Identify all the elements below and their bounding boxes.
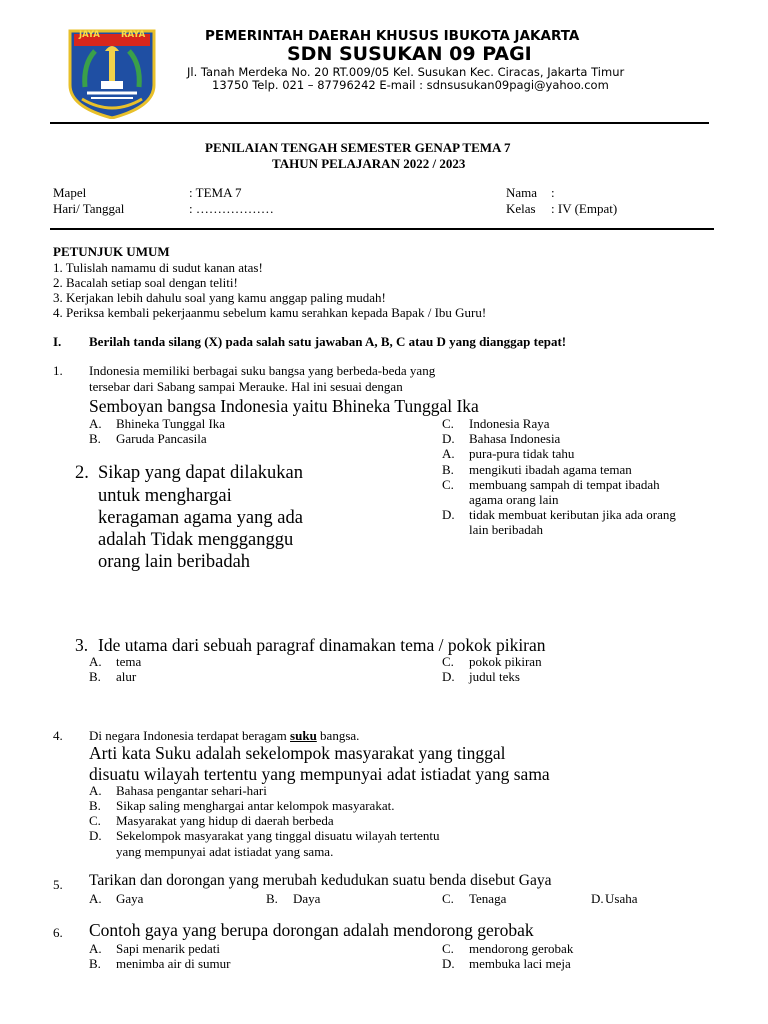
q1-text-line2: tersebar dari Sabang sampai Merauke. Hal ini sesuai dengan bbox=[89, 379, 403, 394]
q2-text-line3: keragaman agama yang ada bbox=[98, 508, 303, 528]
q6-option-label: D. bbox=[442, 956, 455, 971]
q4-option-label: B. bbox=[89, 798, 101, 813]
q3-number: 3. bbox=[75, 635, 89, 655]
q3-option-text[interactable]: alur bbox=[116, 669, 137, 684]
q4-option-text-cont[interactable]: yang mempunyai adat istiadat yang sama. bbox=[116, 844, 334, 859]
q1-option-text[interactable]: Bhineka Tunggal Ika bbox=[116, 416, 226, 431]
instruction-item: 3. Kerjakan lebih dahulu soal yang kamu anggap paling mudah! bbox=[53, 290, 386, 305]
q4-text-pre: Di negara Indonesia terdapat beragam bbox=[89, 728, 291, 743]
q3-option-label: C. bbox=[442, 654, 454, 669]
q6-option-label: B. bbox=[89, 956, 101, 971]
q5-option-text[interactable]: Gaya bbox=[116, 891, 144, 906]
q1-option-label: D. bbox=[442, 431, 455, 446]
header-rule bbox=[50, 122, 709, 124]
q3-option-label: A. bbox=[89, 654, 102, 669]
q5-option-text[interactable]: Usaha bbox=[605, 891, 638, 906]
q2-option-label: B. bbox=[442, 462, 454, 477]
q6-option-text[interactable]: Sapi menarik pedati bbox=[116, 941, 220, 956]
q4-option-label: A. bbox=[89, 783, 102, 798]
q3-text: Ide utama dari sebuah paragraf dinamakan tema / pokok pikiran bbox=[98, 635, 546, 655]
q6-option-text[interactable]: membuka laci meja bbox=[469, 956, 571, 971]
q3-option-text[interactable]: pokok pikiran bbox=[469, 654, 542, 669]
hari-value: : ……………… bbox=[189, 201, 274, 216]
q5-option-text[interactable]: Tenaga bbox=[469, 891, 507, 906]
q3-option-text[interactable]: judul teks bbox=[469, 669, 520, 684]
q5-option-label: C. bbox=[442, 891, 454, 906]
instruction-item: 1. Tulislah namamu di sudut kanan atas! bbox=[53, 260, 263, 275]
q5-option-text[interactable]: Daya bbox=[293, 891, 321, 906]
hari-label: Hari/ Tanggal bbox=[53, 201, 125, 216]
section-instruction: Berilah tanda silang (X) pada salah satu jawaban A, B, C atau D yang dianggap tepat! bbox=[89, 334, 567, 349]
q2-option-text[interactable]: pura-pura tidak tahu bbox=[469, 446, 575, 461]
school-name: SDN SUSUKAN 09 PAGI bbox=[287, 43, 532, 65]
q1-option-text[interactable]: Bahasa Indonesia bbox=[469, 431, 561, 446]
mapel-value: : TEMA 7 bbox=[189, 185, 242, 200]
q2-text-line2: untuk menghargai bbox=[98, 486, 232, 506]
info-rule bbox=[50, 228, 714, 230]
q1-answer: Semboyan bangsa Indonesia yaitu Bhineka Tunggal Ika bbox=[89, 396, 479, 416]
q4-option-text[interactable]: Masyarakat yang hidup di daerah berbeda bbox=[116, 813, 334, 828]
q3-option-label: B. bbox=[89, 669, 101, 684]
q2-number: 2. bbox=[75, 463, 89, 483]
q4-option-text[interactable]: Sekelompok masyarakat yang tinggal disuatu wilayah tertentu bbox=[116, 828, 440, 843]
q3-option-label: D. bbox=[442, 669, 455, 684]
kelas-value: : IV (Empat) bbox=[551, 201, 618, 216]
q2-text-line5: orang lain beribadah bbox=[98, 552, 251, 572]
q6-option-label: A. bbox=[89, 941, 102, 956]
nama-value: : bbox=[551, 185, 555, 200]
q4-option-label: C. bbox=[89, 813, 101, 828]
q1-option-label: A. bbox=[89, 416, 102, 431]
q1-option-text[interactable]: Garuda Pancasila bbox=[116, 431, 207, 446]
q2-text-line4: adalah Tidak mengganggu bbox=[98, 530, 294, 550]
q6-text: Contoh gaya yang berupa dorongan adalah mendorong gerobak bbox=[89, 920, 534, 940]
q2-option-text[interactable]: tidak membuat keributan jika ada orang bbox=[469, 507, 676, 522]
school-address-line2: 13750 Telp. 021 – 87796242 E-mail : sdnsusukan09pagi@yahoo.com bbox=[212, 78, 609, 92]
q4-option-text[interactable]: Bahasa pengantar sehari-hari bbox=[116, 783, 267, 798]
exam-year: TAHUN PELAJARAN 2022 / 2023 bbox=[272, 156, 466, 171]
q4-text-bold: suku bbox=[290, 728, 317, 743]
q1-text-line1: Indonesia memiliki berbagai suku bangsa yang berbeda-beda yang bbox=[89, 363, 436, 378]
q2-option-label: D. bbox=[442, 507, 455, 522]
instructions-heading: PETUNJUK UMUM bbox=[53, 244, 170, 259]
q2-option-text[interactable]: membuang sampah di tempat ibadah bbox=[469, 477, 660, 492]
q5-option-label: A. bbox=[89, 891, 102, 906]
q4-text-post: bangsa. bbox=[316, 728, 360, 743]
q4-answer-line1: Arti kata Suku adalah sekelompok masyarakat yang tinggal bbox=[89, 743, 506, 763]
q5-option-label: B. bbox=[266, 891, 278, 906]
q2-option-text[interactable]: mengikuti ibadah agama teman bbox=[469, 462, 632, 477]
q4-number: 4. bbox=[53, 728, 63, 743]
q4-answer-line2: disuatu wilayah tertentu yang mempunyai adat istiadat yang sama bbox=[89, 764, 550, 784]
kelas-label: Kelas bbox=[506, 201, 536, 216]
logo-text-right: RAYA bbox=[121, 30, 146, 40]
school-address-line1: Jl. Tanah Merdeka No. 20 RT.009/05 Kel. Susukan Kec. Ciracas, Jakarta Timur bbox=[187, 65, 625, 79]
q2-option-text-cont[interactable]: agama orang lain bbox=[469, 492, 559, 507]
section-number: I. bbox=[53, 334, 62, 349]
q4-text bbox=[89, 728, 359, 744]
q6-option-label: C. bbox=[442, 941, 454, 956]
government-name: PEMERINTAH DAERAH KHUSUS IBUKOTA JAKARTA bbox=[205, 28, 580, 44]
nama-label: Nama bbox=[506, 185, 538, 200]
q1-number: 1. bbox=[53, 363, 63, 378]
q4-option-label: D. bbox=[89, 828, 102, 843]
school-logo bbox=[67, 29, 157, 119]
logo-text-left: JAYA bbox=[79, 30, 100, 40]
q6-number: 6. bbox=[53, 925, 63, 940]
q2-option-label: C. bbox=[442, 477, 454, 492]
q1-option-label: B. bbox=[89, 431, 101, 446]
q5-option-label: D. bbox=[591, 891, 604, 906]
q2-text-line1: Sikap yang dapat dilakukan bbox=[98, 463, 303, 483]
q5-number: 5. bbox=[53, 877, 63, 892]
instruction-item: 4. Periksa kembali pekerjaanmu sebelum kamu serahkan kepada Bapak / Ibu Guru! bbox=[53, 305, 487, 320]
instruction-item: 2. Bacalah setiap soal dengan teliti! bbox=[53, 275, 238, 290]
q5-text: Tarikan dan dorongan yang merubah kedudukan suatu benda disebut Gaya bbox=[89, 872, 552, 889]
exam-title: PENILAIAN TENGAH SEMESTER GENAP TEMA 7 bbox=[205, 140, 511, 155]
q2-option-label: A. bbox=[442, 446, 455, 461]
mapel-label: Mapel bbox=[53, 185, 87, 200]
q1-option-text[interactable]: Indonesia Raya bbox=[469, 416, 550, 431]
q1-option-label: C. bbox=[442, 416, 454, 431]
q6-option-text[interactable]: menimba air di sumur bbox=[116, 956, 231, 971]
q4-option-text[interactable]: Sikap saling menghargai antar kelompok masyarakat. bbox=[116, 798, 395, 813]
q2-option-text-cont[interactable]: lain beribadah bbox=[469, 522, 543, 537]
q6-option-text[interactable]: mendorong gerobak bbox=[469, 941, 574, 956]
q3-option-text[interactable]: tema bbox=[116, 654, 142, 669]
